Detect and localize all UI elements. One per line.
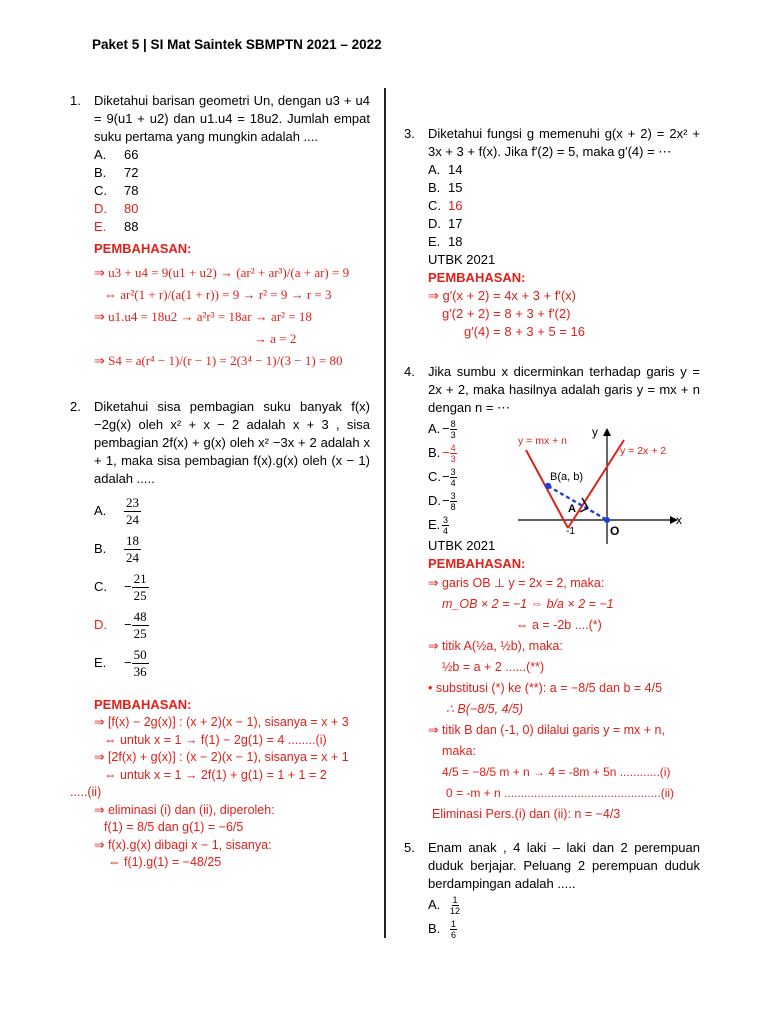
line-y-2x-plus-2 <box>568 440 624 528</box>
solution-step: ⇔ untuk x = 1 → 2f(1) + g(1) = 1 + 1 = 2 <box>104 767 327 782</box>
option-c-answer: C. 16 <box>428 198 463 213</box>
question-text: Diketahui fungsi g memenuhi g(x + 2) = 2x² + 3x + 3 + f(x). Jika f′(2) = 5, maka g′(4) = ⋯ <box>428 126 700 159</box>
question-number: 3. <box>404 126 415 141</box>
solution-step: ⇒ g′(x + 2) = 4x + 3 + f′(x) <box>428 288 576 303</box>
option-c: C. 78 <box>94 183 139 198</box>
question-number: 4. <box>404 364 415 379</box>
solution-step: ⇒ eliminasi (i) dan (ii), diperoleh: <box>94 802 275 817</box>
solution-step: ⇔ f(1).g(1) = −48/25 <box>108 855 222 869</box>
option-d: D. − $\frac{3}{8}$ <box>428 490 456 512</box>
question-number: 5. <box>404 840 415 855</box>
option-a: A. 1 12 <box>428 894 461 916</box>
question-text: Enam anak , 4 laki – laki dan 2 perempuan duduk berjajar. Peluang 2 perempuan duduk berdampingan adalah ..... <box>428 840 700 891</box>
solution-steps <box>428 573 700 825</box>
question-number: 2. <box>70 399 81 414</box>
point-b <box>545 483 551 489</box>
solution-step: • substitusi (*) ke (**): a = −8/5 dan b = 4/5 <box>428 681 663 695</box>
solution-step: g′(2 + 2) = 8 + 3 + f′(2) <box>442 306 571 321</box>
label-line-mx-n: y = mx + n <box>518 435 568 447</box>
options-list <box>428 893 700 941</box>
solution-step: f(1) = 8/5 dan g(1) = −6/5 <box>104 820 244 834</box>
question-source: UTBK 2021 <box>428 538 496 553</box>
options-list <box>428 417 508 537</box>
option-a: A. 14 <box>428 162 463 177</box>
option-b: B. 15 <box>428 180 463 195</box>
x-axis-label: x <box>676 513 682 527</box>
option-b-answer: B. − $\frac{4}{3}$ <box>428 442 456 464</box>
option-d-answer: D. 80 <box>94 201 139 216</box>
options-list <box>94 492 370 682</box>
option-b: B. 1 6 <box>428 918 457 940</box>
label-a: A <box>568 503 576 515</box>
solution-step: ½b = a + 2 ......(**) <box>442 660 545 674</box>
option-b: B. $\frac{18}{24}$ <box>94 532 139 565</box>
question-3 <box>404 125 700 341</box>
option-e: E. 3 4 <box>428 514 449 536</box>
option-d-answer: D. − $\frac{48}{25}$ <box>94 608 147 641</box>
solution-step: ⇒ garis OB ⊥ y = 2x = 2, maka: <box>428 576 605 590</box>
option-e: E. 18 <box>428 234 463 249</box>
options-list <box>428 161 700 251</box>
solution-step: → a = 2 <box>254 331 297 346</box>
solution-step: ∴ B(−8/5, 4/5) <box>446 702 524 716</box>
solution-steps <box>94 262 370 372</box>
question-text: Jika sumbu x dicerminkan terhadap garis y = 2x + 2, maka hasilnya adalah garis y = mx + n dengan n = ⋯ <box>428 364 700 415</box>
solution-steps <box>428 287 700 341</box>
solution-step: m_OB × 2 = −1 ⇔ b/a × 2 = −1 <box>442 597 614 611</box>
solution-step: ⇒ u3 + u4 = 9(u1 + u2) → (ar² + ar³)/(a + ar) = 9 <box>94 265 350 280</box>
option-a: A. − $\frac{8}{3}$ <box>428 418 456 440</box>
left-column <box>70 92 370 872</box>
option-e: E. − $\frac{50}{36}$ <box>94 646 147 679</box>
label-line-2x-2: y = 2x + 2 <box>620 445 667 457</box>
question-text: Diketahui sisa pembagian suku banyak f(x) −2g(x) oleh x² + x − 2 adalah x + 3 , sisa pembagian 2f(x) + g(x) oleh x² −3x + 2 adalah x + 1, maka sisa pembagian f(x).g(x) oleh (x − 1) adalah ..... <box>94 399 370 486</box>
solution-step: Eliminasi Pers.(i) dan (ii): n = −4/3 <box>432 807 621 821</box>
option-a: A. 66 <box>94 147 139 162</box>
question-2 <box>70 398 370 872</box>
label-b: B(a, b) <box>550 471 584 483</box>
options-list <box>94 146 370 236</box>
option-c: C. − $\frac{3}{4}$ <box>428 466 456 488</box>
option-d: D. 17 <box>428 216 463 231</box>
solution-heading: PEMBAHASAN: <box>94 697 192 712</box>
question-1 <box>70 92 370 372</box>
solution-step: ⇒ [2f(x) + g(x)] : (x − 2)(x − 1), sisanya = x + 1 <box>94 750 349 764</box>
solution-step: .....(ii) <box>70 785 102 799</box>
solution-step: maka: <box>442 744 477 758</box>
page-title: Paket 5 | SI Mat Saintek SBMPTN 2021 – 2022 <box>92 37 382 52</box>
question-text: Diketahui barisan geometri Un, dengan u3 + u4 = 9(u1 + u2) dan u1.u4 = 18u2. Jumlah empat suku pertama yang mungkin adalah .... <box>94 93 370 144</box>
solution-step: ⇔ untuk x = 1 → f(1) − 2g(1) = 4 ........(i) <box>104 732 327 747</box>
solution-steps <box>70 714 370 872</box>
solution-heading: PEMBAHASAN: <box>94 241 192 256</box>
solution-step: ⇒ S4 = a(r⁴ − 1)/(r − 1) = 2(3⁴ − 1)/(3 − 1) = 80 <box>94 353 343 368</box>
solution-step: ⇒ u1.u4 = 18u2 → a²r³ = 18ar → ar² = 18 <box>94 309 312 324</box>
question-source: UTBK 2021 <box>428 252 496 267</box>
solution-heading: PEMBAHASAN: <box>428 556 526 571</box>
solution-step: ⇒ titik B dan (-1, 0) dilalui garis y = mx + n, <box>428 723 665 737</box>
solution-step: ⇔ a = -2b ....(*) <box>516 618 602 632</box>
option-b: B. 72 <box>94 165 139 180</box>
solution-step: ⇒ f(x).g(x) dibagi x − 1, sisanya: <box>94 837 272 852</box>
point-o <box>604 517 610 523</box>
solution-step: ⇔ ar²(1 + r)/(a(1 + r)) = 9 → r² = 9 → r = 3 <box>104 287 332 302</box>
option-c: C. − $\frac{21}{25}$ <box>94 570 147 603</box>
y-axis-label: y <box>592 425 598 439</box>
option-a: A. $\frac{23}{24}$ <box>94 494 139 527</box>
solution-heading: PEMBAHASAN: <box>428 270 526 285</box>
solution-step: ⇒ [f(x) − 2g(x)] : (x + 2)(x − 1), sisanya = x + 3 <box>94 715 349 729</box>
solution-step: g′(4) = 8 + 3 + 5 = 16 <box>464 324 585 339</box>
label-o: O <box>610 524 620 538</box>
label-minus-1: -1 <box>566 526 575 537</box>
option-e: E. 88 <box>94 219 139 234</box>
solution-step: 0 = -m + n ...............................................(ii) <box>446 786 675 800</box>
solution-step: 4/5 = −8/5 m + n → 4 = -8m + 5n ............(i) <box>442 765 671 779</box>
reflection-graph <box>508 418 684 548</box>
solution-step: ⇒ titik A(½a, ½b), maka: <box>428 639 563 653</box>
y-axis-arrow <box>603 428 611 436</box>
column-divider <box>384 88 386 938</box>
question-5 <box>404 839 700 941</box>
question-number: 1. <box>70 93 81 108</box>
